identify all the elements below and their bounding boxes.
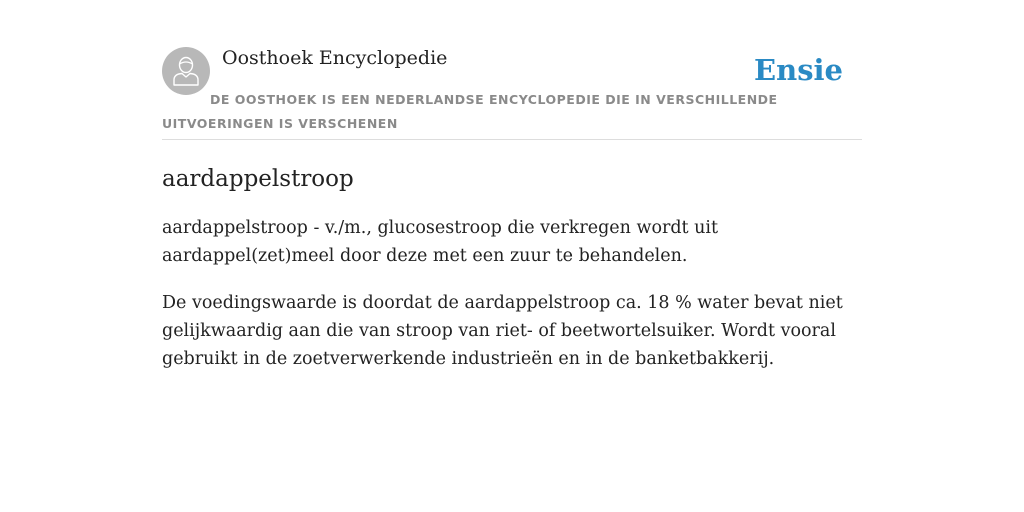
entry-title: aardappelstroop bbox=[162, 166, 354, 192]
body-paragraph: De voedingswaarde is doordat de aardappelstroop ca. 18 % water bevat niet gelijkwaardig aan die van stroop van riet- of beetwortelsuiker. Wordt vooral gebruikt in de zoetverwerkende industrieën en in de banketbakkerij. bbox=[162, 293, 843, 369]
content-container bbox=[162, 0, 862, 373]
user-icon bbox=[172, 56, 200, 86]
definition-paragraph: aardappelstroop - v./m., glucosestroop die verkregen wordt uit aardappel(zet)meel door deze met een zuur te behandelen. bbox=[162, 218, 719, 266]
source-description: DE OOSTHOEK IS EEN NEDERLANDSE ENCYCLOPEDIE DIE IN VERSCHILLENDE UITVOERINGEN IS VERSCHENEN bbox=[162, 92, 778, 131]
ensie-logo-link[interactable]: Ensie bbox=[754, 53, 843, 87]
source-title-link[interactable]: Oosthoek Encyclopedie bbox=[222, 47, 448, 69]
source-header bbox=[162, 0, 862, 140]
